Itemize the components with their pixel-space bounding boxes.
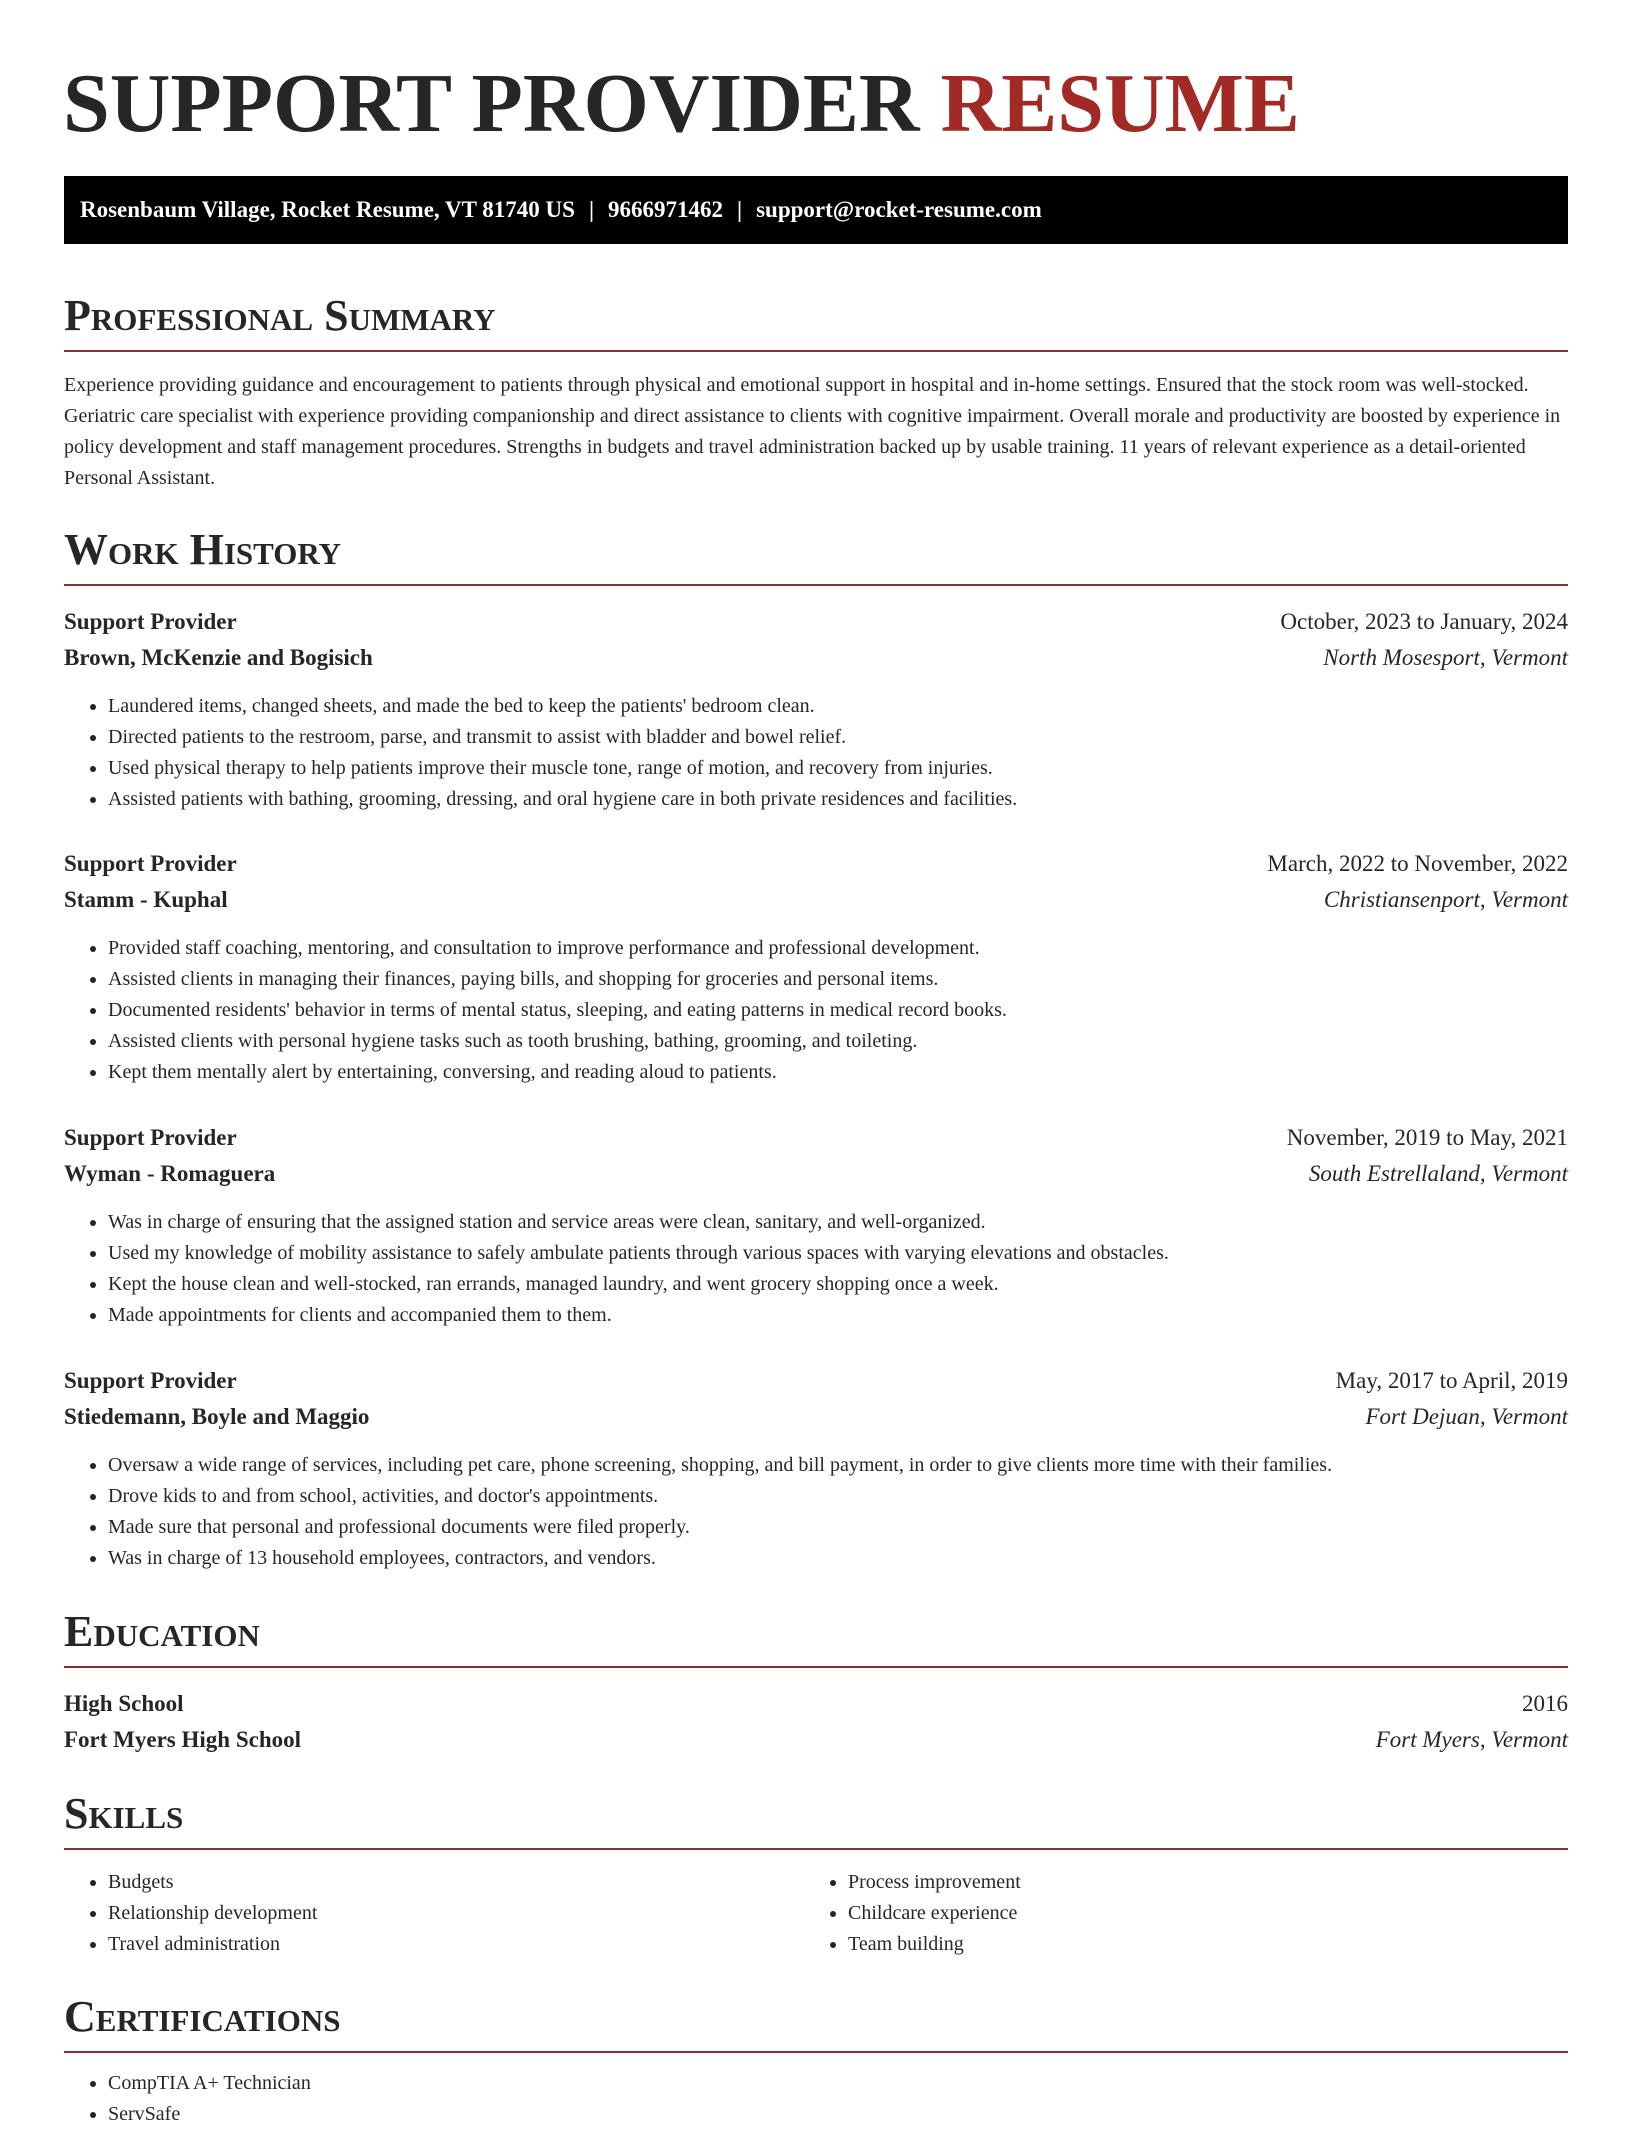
- job-duties-list: [64, 1207, 1568, 1331]
- job-title: Support Provider: [64, 1368, 237, 1393]
- job-location: North Mosesport, Vermont: [1323, 645, 1568, 670]
- job-duty: • Used physical therapy to help patients improve their muscle tone, range of motion, and recovery from injuries.: [108, 753, 1568, 784]
- job-location: Christiansenport, Vermont: [1323, 887, 1568, 912]
- title-main: SUPPORT PROVIDER: [63, 57, 920, 150]
- contact-bar: [64, 176, 1568, 244]
- skill-item: • Process improvement: [848, 1867, 1543, 1898]
- job-company: Brown, McKenzie and Bogisich: [64, 645, 373, 670]
- job-company: Wyman - Romaguera: [64, 1161, 276, 1186]
- job-duty: • Was in charge of ensuring that the assigned station and service areas were clean, sanitary, and well-organized.: [108, 1207, 1568, 1238]
- job-duty: • Documented residents' behavior in terms of mental status, sleeping, and eating patterns in medical record books.: [108, 995, 1568, 1026]
- education-school-row: [64, 1723, 1568, 1757]
- contact-separator: |: [737, 197, 743, 222]
- job-duties-list: [64, 933, 1568, 1088]
- job-location: South Estrellaland, Vermont: [1308, 1161, 1568, 1186]
- education-school: Fort Myers High School: [64, 1727, 301, 1752]
- contact-separator: |: [588, 197, 595, 222]
- title-accent: RESUME: [940, 57, 1300, 150]
- job-duties-list: [64, 691, 1568, 815]
- job-company-row: [64, 1157, 1568, 1191]
- certification-item: • ServSafe: [108, 2099, 1568, 2130]
- summary-heading: Professional Summary: [64, 288, 1568, 352]
- skills-list-left: [64, 1867, 803, 1960]
- job-duty: • Used my knowledge of mobility assistance to safely ambulate patients through various spaces with varying elevations and obstacles.: [108, 1238, 1568, 1269]
- job-company: Stamm - Kuphal: [64, 887, 228, 912]
- page-title: [63, 54, 1300, 154]
- certification-item: • CompTIA A+ Technician: [108, 2068, 1568, 2099]
- education-year: 2016: [1522, 1691, 1568, 1716]
- job-duty: • Kept the house clean and well-stocked, ran errands, managed laundry, and went grocery shopping once a week.: [108, 1269, 1568, 1300]
- job-duty: • Oversaw a wide range of services, including pet care, phone screening, shopping, and bill payment, in order to give clients more time with their families.: [108, 1450, 1568, 1481]
- job-duty: • Made appointments for clients and accompanied them to them.: [108, 1300, 1568, 1331]
- skill-item: • Travel administration: [108, 1929, 803, 1960]
- job-header-row: [64, 847, 1568, 881]
- education-degree: High School: [64, 1691, 184, 1716]
- job-duty: • Assisted clients in managing their finances, paying bills, and shopping for groceries and personal items.: [108, 964, 1568, 995]
- skill-item: • Team building: [848, 1929, 1543, 1960]
- contact-email[interactable]: support@rocket-resume.com: [756, 197, 1042, 222]
- skill-item: • Budgets: [108, 1867, 803, 1898]
- job-dates: March, 2022 to November, 2022: [1267, 851, 1568, 876]
- summary-text: Experience providing guidance and encouragement to patients through physical and emotional support in hospital and in-home settings. Ensured that the stock room was well-stocked. Geriatric care specialist with experience providing companionship and direct assistance to clients with cognitive impairment. Overall morale and productivity are boosted by experience in policy development and staff management procedures. Strengths in budgets and travel administration backed up by usable training. 11 years of relevant experience as a detail-oriented Personal Assistant.: [64, 374, 1561, 489]
- job-dates: November, 2019 to May, 2021: [1286, 1125, 1568, 1150]
- job-duty: • Was in charge of 13 household employees, contractors, and vendors.: [108, 1543, 1568, 1574]
- skills-list-right: [804, 1867, 1543, 1960]
- job-duty: • Laundered items, changed sheets, and made the bed to keep the patients' bedroom clean.: [108, 691, 1568, 722]
- job-duty: • Drove kids to and from school, activities, and doctor's appointments.: [108, 1481, 1568, 1512]
- contact-phone[interactable]: 9666971462: [608, 197, 724, 222]
- job-duty: • Assisted patients with bathing, grooming, dressing, and oral hygiene care in both private residences and facilities.: [108, 784, 1568, 815]
- contact-address: Rosenbaum Village, Rocket Resume, VT 81740 US: [80, 197, 575, 222]
- job-location: Fort Dejuan, Vermont: [1365, 1404, 1568, 1429]
- job-header-row: [64, 1121, 1568, 1155]
- education-location: Fort Myers, Vermont: [1375, 1727, 1568, 1752]
- job-duties-list: [64, 1450, 1568, 1574]
- job-company-row: [64, 1400, 1568, 1434]
- education-heading: Education: [64, 1604, 1568, 1668]
- education-degree-row: [64, 1687, 1568, 1721]
- skill-item: • Relationship development: [108, 1898, 803, 1929]
- job-company-row: [64, 641, 1568, 675]
- job-dates: October, 2023 to January, 2024: [1280, 609, 1568, 634]
- skill-item: • Childcare experience: [848, 1898, 1543, 1929]
- job-duty: • Directed patients to the restroom, parse, and transmit to assist with bladder and bowel relief.: [108, 722, 1568, 753]
- job-title: Support Provider: [64, 609, 237, 634]
- job-duty: • Provided staff coaching, mentoring, and consultation to improve performance and professional development.: [108, 933, 1568, 964]
- job-company-row: [64, 883, 1568, 917]
- job-header-row: [64, 1364, 1568, 1398]
- certifications-list: [64, 2068, 1568, 2130]
- job-duty: • Made sure that personal and professional documents were filed properly.: [108, 1512, 1568, 1543]
- work-history-heading: Work History: [64, 522, 1568, 586]
- job-duty: • Kept them mentally alert by entertaining, conversing, and reading aloud to patients.: [108, 1057, 1568, 1088]
- job-title: Support Provider: [64, 1125, 237, 1150]
- skills-heading: Skills: [64, 1786, 1568, 1850]
- job-company: Stiedemann, Boyle and Maggio: [64, 1404, 370, 1429]
- certifications-heading: Certifications: [64, 1989, 1568, 2053]
- job-title: Support Provider: [64, 851, 237, 876]
- job-dates: May, 2017 to April, 2019: [1335, 1368, 1568, 1393]
- job-duty: • Assisted clients with personal hygiene tasks such as tooth brushing, bathing, grooming, and toileting.: [108, 1026, 1568, 1057]
- job-header-row: [64, 605, 1568, 639]
